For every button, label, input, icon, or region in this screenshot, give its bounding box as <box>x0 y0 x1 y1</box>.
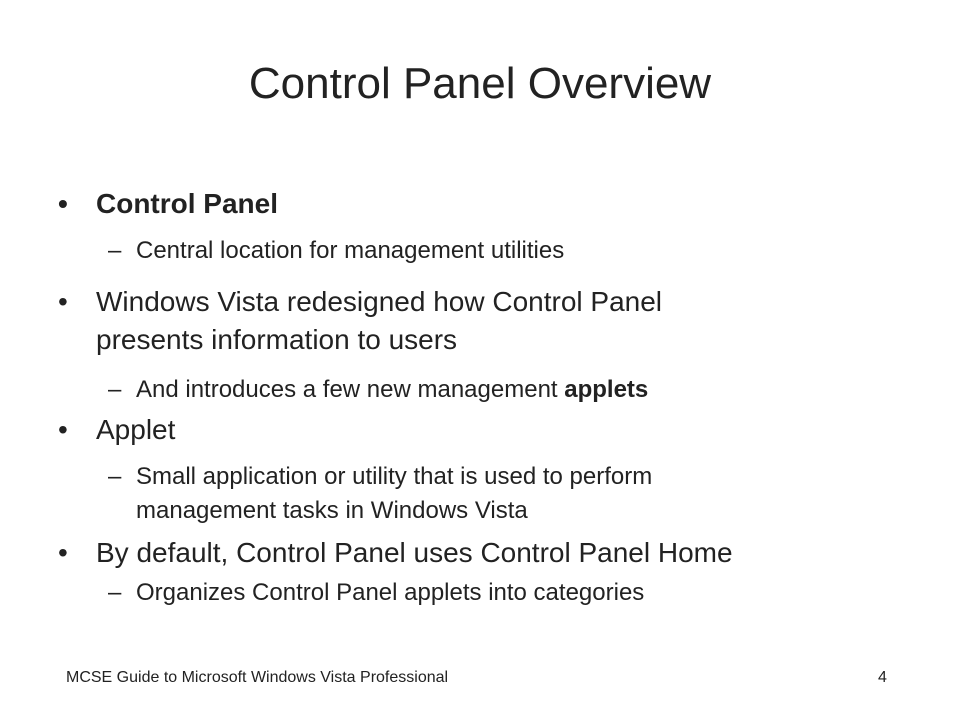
slide-title: Control Panel Overview <box>248 59 712 108</box>
sub-bullet-text-line-1: Small application or utility that is used to perform <box>136 463 653 490</box>
bullet-glyph: • <box>58 188 68 219</box>
dash-glyph: – <box>108 579 122 606</box>
bullet-vista-redesigned <box>58 283 896 359</box>
bullet-text-line-1: Windows Vista redesigned how Control Panel <box>96 286 663 317</box>
bullet-text: By default, Control Panel uses Control Panel Home <box>96 537 733 568</box>
sub-bullet-text: And introduces a few new management <box>136 376 565 403</box>
bullet-text: Control Panel <box>96 188 279 219</box>
bullet-applet <box>58 411 896 449</box>
dash-glyph: – <box>108 376 122 403</box>
dash-glyph: – <box>108 237 122 264</box>
bullet-text: Applet <box>96 414 176 445</box>
sub-bullet-text: Organizes Control Panel applets into categories <box>136 579 645 606</box>
bullet-control-panel <box>58 185 896 223</box>
bullet-text-line-2: presents information to users <box>96 324 458 355</box>
sub-bullet-text-line-2: management tasks in Windows Vista <box>136 497 528 524</box>
sub-bullet-applet-definition <box>108 460 896 528</box>
bullet-glyph: • <box>58 537 68 568</box>
dash-glyph: – <box>108 463 122 490</box>
footer-course-title: MCSE Guide to Microsoft Windows Vista Professional <box>66 669 449 686</box>
sub-bullet-organizes <box>108 576 896 610</box>
sub-bullet-text: Central location for management utilities <box>136 237 565 264</box>
bullet-glyph: • <box>58 286 68 317</box>
sub-bullet-central-location <box>108 234 896 268</box>
applets-bold-term: applets <box>564 376 649 403</box>
bullet-glyph: • <box>58 414 68 445</box>
bullet-by-default <box>58 534 896 572</box>
sub-bullet-new-applets <box>108 373 896 407</box>
footer-page-number: 4 <box>878 669 887 686</box>
